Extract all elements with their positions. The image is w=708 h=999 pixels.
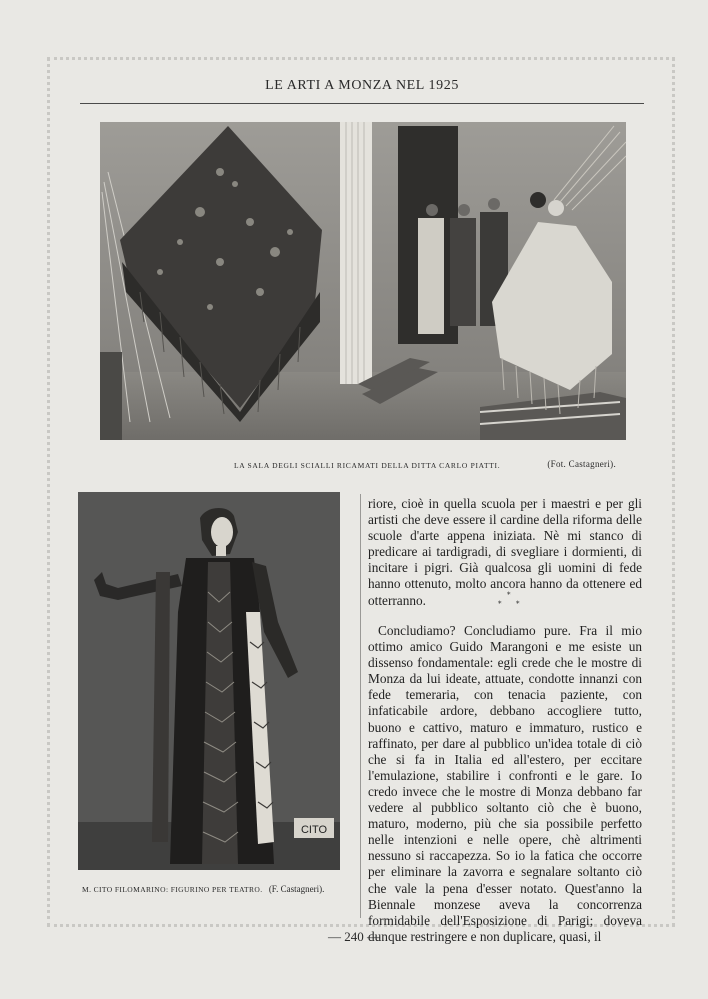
section-separator: * * * — [498, 591, 520, 608]
top-photo-caption — [100, 458, 626, 472]
top-photo-caption-text: LA SALA DEGLI SCIALLI RICAMATI DELLA DITTA CARLO PIATTI. — [234, 461, 501, 470]
column-divider — [360, 494, 361, 918]
fluted-column — [340, 122, 372, 384]
article-paragraph-2-text: Concludiamo? Concludiamo pure. Fra il mio ottimo amico Guido Marangoni e me esiste un dissenso fondamentale: egli crede che le mostre di Monza da lui ideate, attuate, condotte innanzi con fede temeraria, con tenacia paziente, con infaticabile ardore, debbano accogliere tutto, buono e cattivo, maturo e immaturo, rustico e raffinato, per dare al pubblico un'idea totale di ciò che si fa in Italia ed all'estero, per eccitare l'emulazione, stabilire i confronti e le gare. Io credo invece che le mostre di Monza debbano far vedere al pubblico soltanto ciò che è buono, maturo, moderno, più che sia possibile perfetto nelle intenzioni e nelle opere, chè altrimenti nessuno si raccapezza. So io la fatica che occorre per eliminare la zavorra e segnalare soltanto ciò che vale la pena d'esser notato. Quest'anno la Biennale monzese aveva la concorrenza formidabile dell'Esposizione di Parigi; doveva dunque restringere e non duplicare, quasi, il — [368, 623, 642, 944]
top-photo-credit: (Fot. Castagneri). — [547, 459, 616, 469]
running-header: LE ARTI A MONZA NEL 1925 — [265, 78, 459, 93]
face — [211, 517, 233, 547]
page-number: — 240 — — [328, 929, 380, 944]
article-paragraph-1: riore, cioè in quella scuola per i maestri e per gli artisti che deve essere il cardine della riforma delle scuole d'arte appena iniziata. Nè mi stanco di predicare ai tardigradi, di svegliare i dormienti, di incitare i pigri. Già qualcosa gli uomini di fede hanno ottenuto, molto ancora hanno da ottenere ed otterranno. — [368, 496, 642, 608]
bottom-photo-credit: (F. Castagneri). — [268, 884, 325, 894]
bottom-photo-caption — [82, 884, 352, 894]
bottom-photo-caption-text: M. CITO FILOMARINO: FIGURINO PER TEATRO. — [82, 885, 263, 894]
shawl-room-photograph — [100, 122, 626, 440]
costume-figure-drawing — [78, 492, 340, 870]
article-paragraph-2 — [368, 623, 642, 945]
header-rule — [80, 103, 644, 104]
artist-signature: CITO — [300, 824, 328, 836]
